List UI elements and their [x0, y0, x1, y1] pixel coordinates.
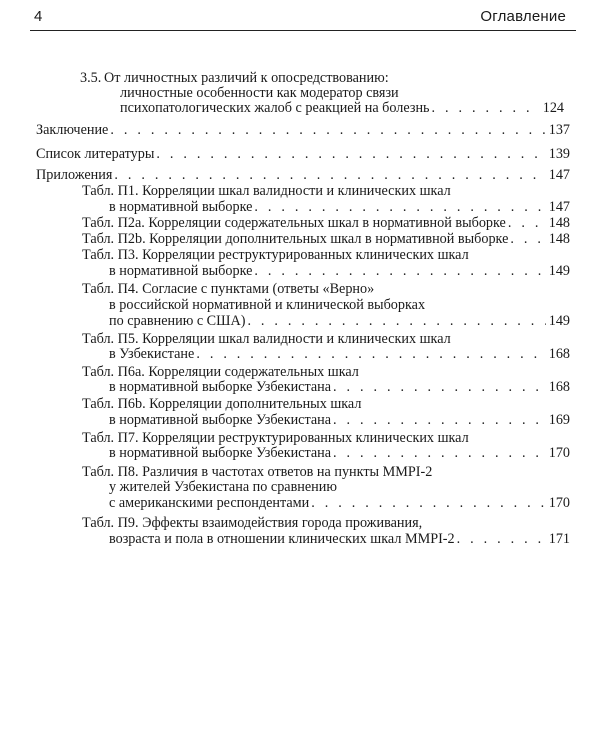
toc-entry-line: Табл. П2b. Корреляции дополнительных шкал в нормативной выборке — [82, 231, 509, 247]
dot-leader — [333, 411, 546, 429]
toc-page-number: 147 — [548, 167, 570, 183]
toc-entry-line: Табл. П6b. Корреляции дополнительных шкал — [82, 396, 362, 412]
toc-entry-line: в российской нормативной и клинической выборках — [109, 297, 426, 313]
dot-leader — [432, 99, 540, 117]
toc-entry-table[interactable] — [109, 378, 570, 396]
toc-entry-line: От личностных различий к опосредствованию: — [104, 70, 389, 86]
toc-page-number: 170 — [548, 495, 570, 511]
toc-entry-line: Табл. П1. Корреляции шкал валидности и клинических шкал — [82, 183, 451, 199]
toc-entry-line: в нормативной выборке Узбекистана — [109, 379, 332, 395]
toc-entry-line: личностные особенности как модератор связи — [120, 85, 399, 101]
toc-page-number: 149 — [548, 313, 570, 329]
dot-leader — [110, 121, 545, 139]
dot-leader — [196, 345, 545, 363]
toc-page-number: 171 — [548, 531, 570, 547]
dot-leader — [247, 312, 545, 330]
toc-entry-title: Список литературы — [36, 146, 155, 162]
toc-page-number: 148 — [548, 215, 570, 231]
toc-entry-line: Табл. П2а. Корреляции содержательных шкал в нормативной выборке — [82, 215, 506, 231]
toc-page-number: 149 — [548, 263, 570, 279]
toc-page-number: 170 — [548, 445, 570, 461]
toc-page-number: 147 — [548, 199, 570, 215]
toc-entry-number: 3.5. — [80, 70, 102, 86]
dot-leader — [254, 262, 545, 280]
toc-entry-line: в Узбекистане — [109, 346, 195, 362]
toc-entry-line: психопатологических жалоб с реакцией на болезнь — [120, 100, 430, 116]
page-header — [0, 0, 600, 34]
toc-entry-conclusion[interactable] — [36, 121, 570, 139]
toc-entry-table[interactable] — [109, 494, 570, 512]
toc-entry-line: Табл. П6а. Корреляции содержательных шкал — [82, 364, 359, 380]
toc-page-number: 148 — [548, 231, 570, 247]
toc-entry-line: по сравнению с США) — [109, 313, 246, 329]
toc-entry-title: Заключение — [36, 122, 109, 138]
toc-entry-line: Табл. П9. Эффекты взаимодействия города проживания, — [82, 515, 423, 531]
toc-entry-line: Табл. П4. Согласие с пунктами (ответы «Верно» — [82, 281, 375, 297]
toc-entry-title: Приложения — [36, 167, 113, 183]
toc-entry-line: Табл. П3. Корреляции реструктурированных клинических шкал — [82, 247, 469, 263]
toc-entry-3-5[interactable] — [120, 99, 564, 117]
toc-entry-line: в нормативной выборке — [109, 263, 253, 279]
toc-entry-line: в нормативной выборке — [109, 199, 253, 215]
dot-leader — [333, 444, 546, 462]
toc-entry-table[interactable] — [109, 530, 570, 548]
dot-leader — [457, 530, 546, 548]
toc-entry-line: в нормативной выборке Узбекистана — [109, 445, 332, 461]
toc-entry-line: у жителей Узбекистана по сравнению — [109, 479, 337, 495]
toc-entry-line: возраста и пола в отношении клинических шкал MMPI-2 — [109, 531, 455, 547]
toc-page-number: 168 — [548, 379, 570, 395]
toc-page-number: 139 — [548, 146, 570, 162]
toc-page-number: 169 — [548, 412, 570, 428]
toc-entry-table[interactable] — [109, 345, 570, 363]
dot-leader — [311, 494, 545, 512]
toc-entry-line: с американскими респондентами — [109, 495, 310, 511]
toc-page-number: 124 — [542, 100, 564, 116]
dot-leader — [510, 230, 545, 248]
toc-page-number: 168 — [548, 346, 570, 362]
dot-leader — [333, 378, 546, 396]
toc-page-number: 137 — [548, 122, 570, 138]
toc-entry-table[interactable] — [109, 312, 570, 330]
toc-entry-line: Табл. П8. Различия в частотах ответов на пункты MMPI-2 — [82, 464, 433, 480]
toc-entry-line: Табл. П5. Корреляции шкал валидности и клинических шкал — [82, 331, 451, 347]
page-number: 4 — [34, 8, 43, 25]
header-rule — [30, 30, 576, 31]
toc-entry-table[interactable] — [109, 411, 570, 429]
running-head: Оглавление — [480, 8, 566, 25]
toc-entry-references[interactable] — [36, 145, 570, 163]
toc-entry-line: Табл. П7. Корреляции реструктурированных клинических шкал — [82, 430, 469, 446]
toc-entry-table[interactable] — [109, 262, 570, 280]
toc-entry-table[interactable] — [109, 444, 570, 462]
dot-leader — [156, 145, 545, 163]
toc-entry-line: в нормативной выборке Узбекистана — [109, 412, 332, 428]
